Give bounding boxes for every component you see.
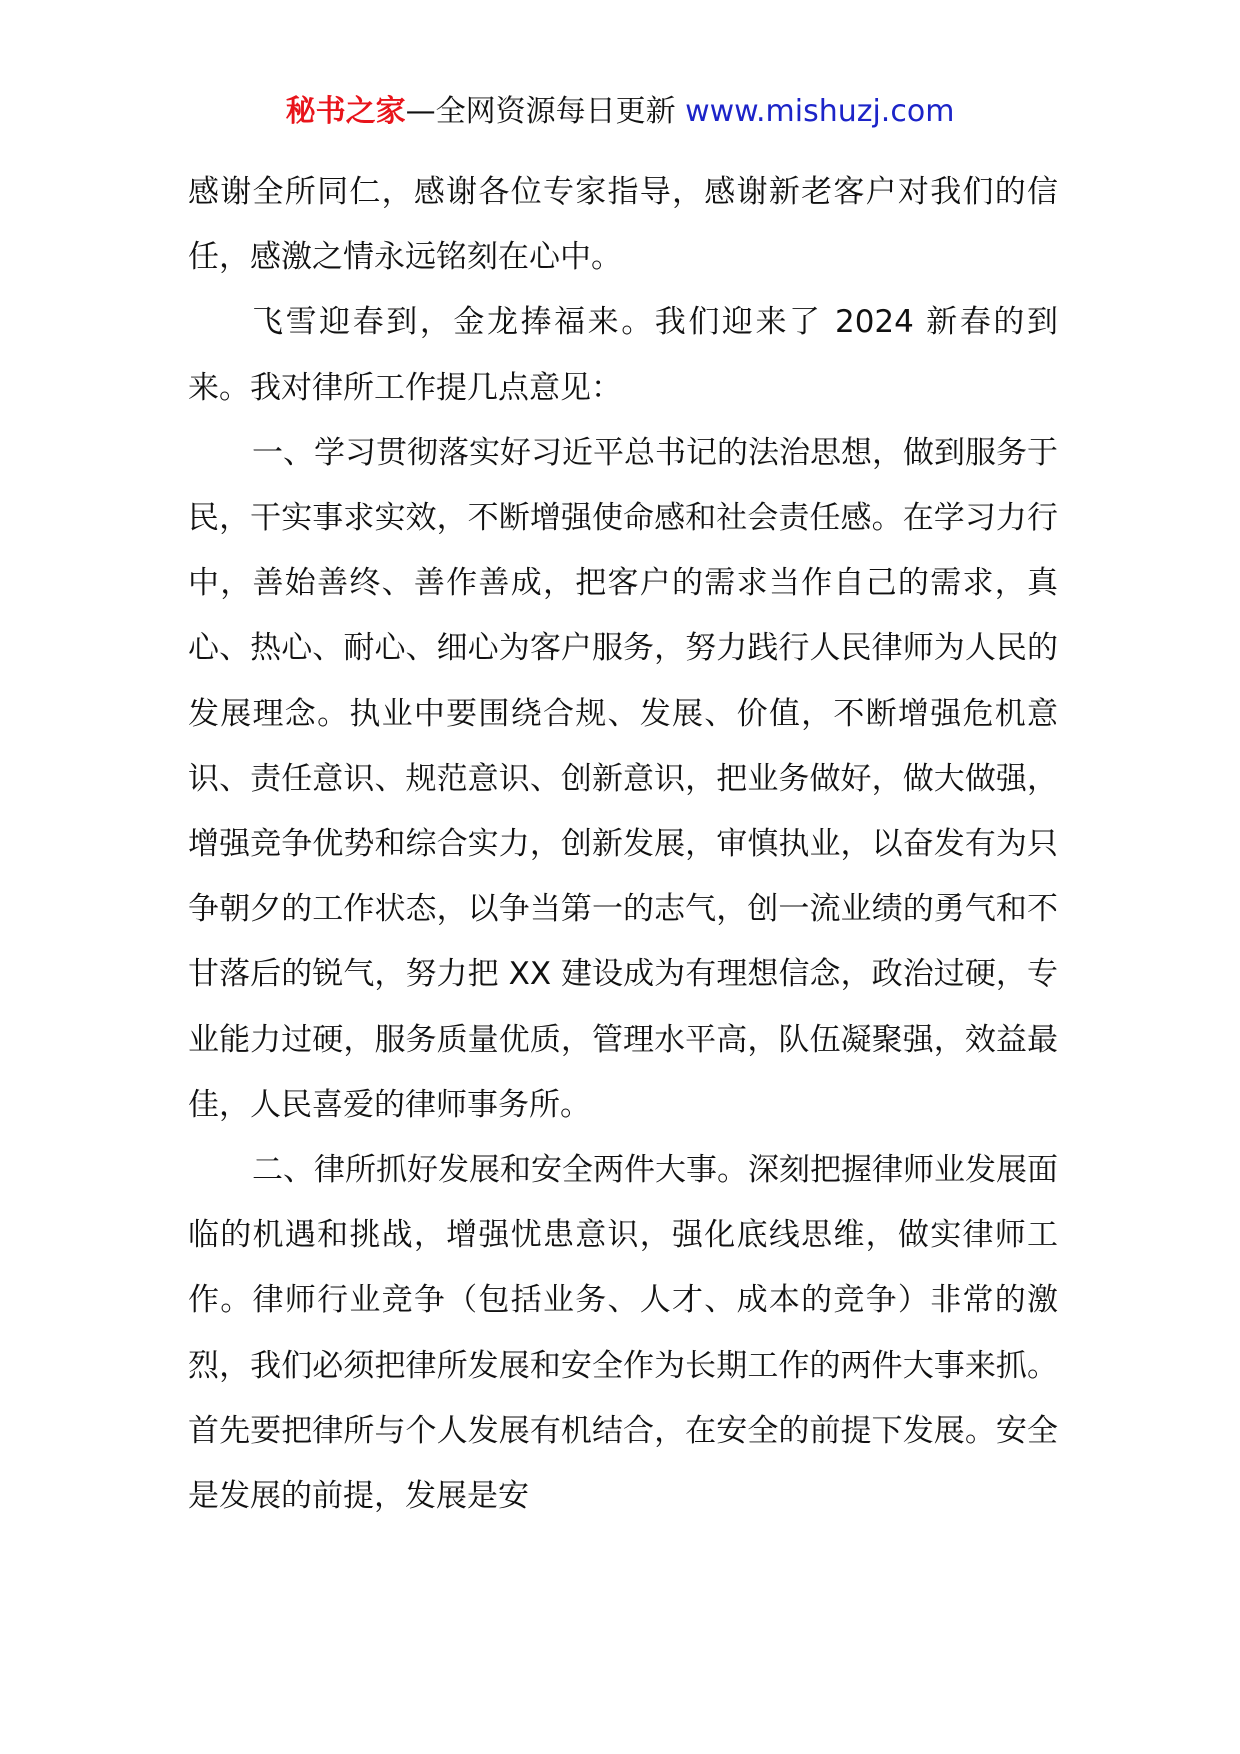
paragraph-1: 感谢全所同仁，感谢各位专家指导，感谢新老客户对我们的信任，感激之情永远铭刻在心中。: [188, 174, 1058, 276]
paragraph-3: 一、学习贯彻落实好习近平总书记的法治思想，做到服务于民，干实事求实效，不断增强使命感和社会责任感。在学习力行中，善始善终、善作善成，把客户的需求当作自己的需求，真心、热心、耐心、细心为客户服务，努力践行人民律师为人民的发展理念。执业中要围绕合规、发展、价值，不断增强危机意识、责任意识、规范意识、创新意识，把业务做好，做大做强，增强竞争优势和综合实力，创新发展，审慎执业，以奋发有为只争朝夕的工作状态，以争当第一的志气，创一流业绩的勇气和不甘落后的锐气，努力把 XX 建设成为有理想信念，政治过硬，专业能力过硬，服务质量优质，管理水平高，队伍凝聚强，效益最佳，人民喜爱的律师事务所。: [188, 434, 1058, 1123]
page-header: [0, 92, 1240, 132]
header-brand: 秘书之家: [285, 94, 406, 129]
document-body: [188, 160, 1058, 1529]
paragraph-2: 飞雪迎春到，金龙捧福来。我们迎来了 2024 新春的到来。我对律所工作提几点意见：: [188, 304, 1058, 406]
header-url[interactable]: www.mishuzj.com: [675, 94, 955, 129]
header-tagline: —全网资源每日更新: [405, 94, 676, 129]
paragraph-4: 二、律所抓好发展和安全两件大事。深刻把握律师业发展面临的机遇和挑战，增强忧患意识，强化底线思维，做实律师工作。律师行业竞争（包括业务、人才、成本的竞争）非常的激烈，我们必须把律所发展和安全作为长期工作的两件大事来抓。首先要把律所与个人发展有机结合，在安全的前提下发展。安全是发展的前提，发展是安: [188, 1152, 1058, 1515]
